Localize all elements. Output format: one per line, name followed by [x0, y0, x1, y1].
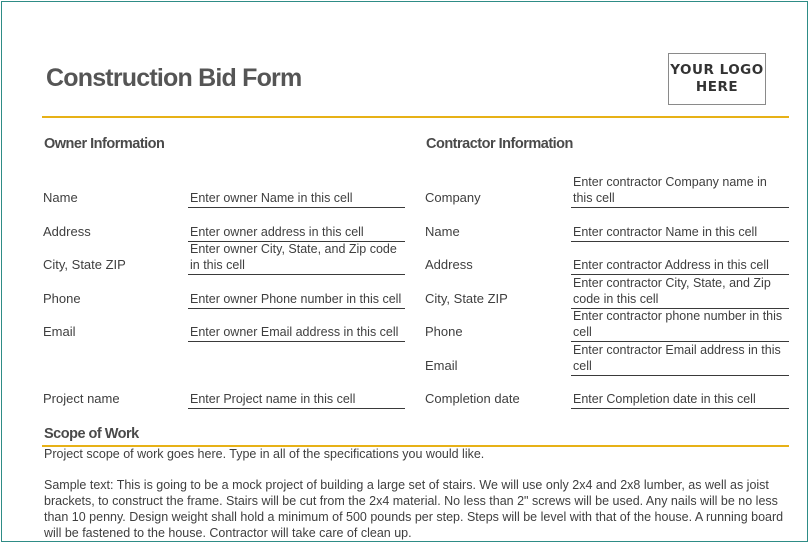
owner-city-cell[interactable]: Enter owner City, State, and Zip code in this cell — [188, 242, 405, 275]
scope-heading: Scope of Work — [44, 426, 139, 442]
scope-intro-text[interactable]: Project scope of work goes here. Type in all of the specifications you would like. — [44, 447, 485, 461]
contractor-email-cell[interactable]: Enter contractor Email address in this cell — [571, 342, 789, 376]
owner-email-label: Email — [43, 324, 76, 339]
contractor-address-label: Address — [425, 257, 473, 272]
contractor-phone-label: Phone — [425, 324, 463, 339]
owner-address-label: Address — [43, 224, 91, 239]
contractor-section-heading: Contractor Information — [426, 136, 573, 152]
completion-date-label: Completion date — [425, 391, 520, 406]
owner-city-label: City, State ZIP — [43, 257, 126, 272]
owner-name-label: Name — [43, 190, 78, 205]
owner-email-cell[interactable]: Enter owner Email address in this cell — [188, 309, 405, 342]
logo-line-2: HERE — [695, 79, 739, 95]
contractor-name-cell[interactable]: Enter contractor Name in this cell — [571, 208, 789, 242]
header-divider — [42, 116, 789, 118]
contractor-city-label: City, State ZIP — [425, 291, 508, 306]
owner-name-cell[interactable]: Enter owner Name in this cell — [188, 172, 405, 208]
owner-section-heading: Owner Information — [44, 136, 165, 152]
project-name-label: Project name — [43, 391, 120, 406]
logo-line-1: YOUR LOGO — [670, 62, 764, 78]
project-name-cell[interactable]: Enter Project name in this cell — [188, 376, 405, 409]
document-frame — [1, 1, 808, 542]
logo-placeholder — [668, 53, 766, 105]
contractor-name-label: Name — [425, 224, 460, 239]
contractor-address-cell[interactable]: Enter contractor Address in this cell — [571, 242, 789, 275]
contractor-company-cell[interactable]: Enter contractor Company name in this cell — [571, 172, 789, 208]
completion-date-cell[interactable]: Enter Completion date in this cell — [571, 376, 789, 409]
contractor-email-label: Email — [425, 358, 458, 373]
contractor-company-label: Company — [425, 190, 481, 205]
contractor-city-cell[interactable]: Enter contractor City, State, and Zip code in this cell — [571, 275, 789, 309]
scope-sample-text[interactable]: Sample text: This is going to be a mock project of building a large set of stairs. We will use only 2x4 and 2x8 lumber, as well as joist brackets, to construct the frame. Stairs will be cut from the 2x4 material. No less than 2" screws will be used. Any nails will be no less than 10 penny. Design weight shall hold a minimum of 500 pounds per step. Steps will be level with that of the house. A running board will be fastened to the house. Contractor will take care of clean up. — [44, 478, 784, 540]
form-title: Construction Bid Form — [46, 64, 302, 92]
owner-address-cell[interactable]: Enter owner address in this cell — [188, 208, 405, 242]
contractor-phone-cell[interactable]: Enter contractor phone number in this cell — [571, 309, 789, 342]
owner-phone-label: Phone — [43, 291, 81, 306]
owner-phone-cell[interactable]: Enter owner Phone number in this cell — [188, 275, 405, 309]
